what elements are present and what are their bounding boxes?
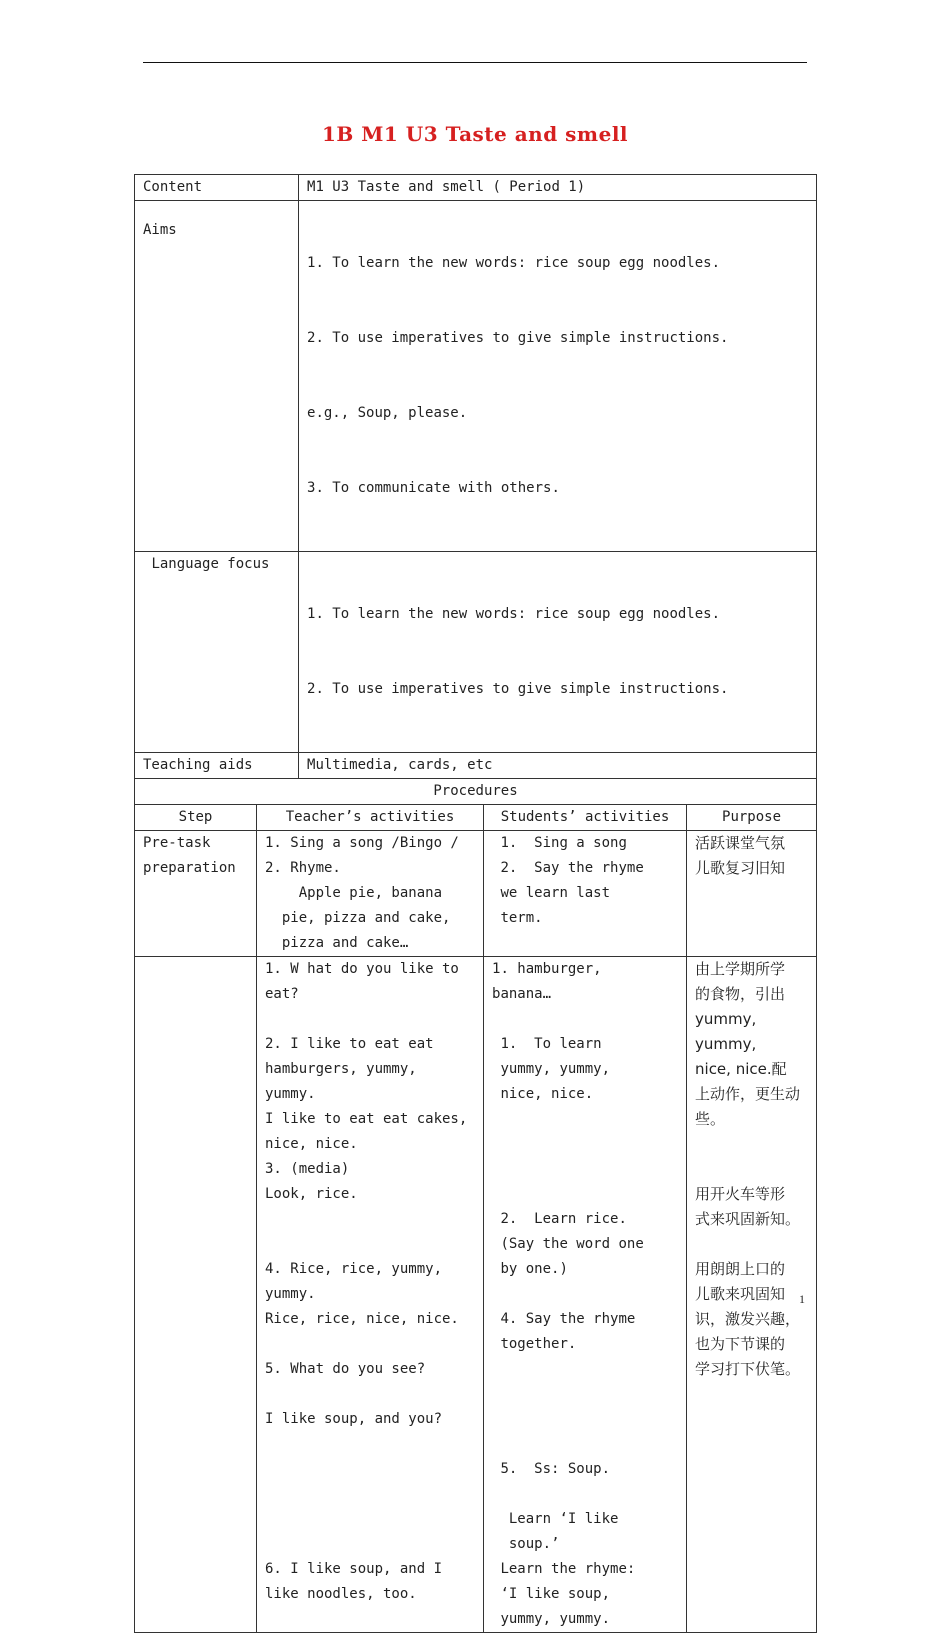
language-focus-line: 1. To learn the new words: rice soup egg noodles.: [307, 606, 721, 622]
teaching-aids-row: [135, 753, 817, 779]
aims-label: Aims: [135, 201, 299, 552]
document-title: 1B M1 U3 Taste and smell: [321, 122, 629, 146]
while-task-row: [135, 957, 817, 1633]
teaching-aids-value: Multimedia, cards, etc: [299, 753, 817, 779]
pre-task-row: [135, 831, 817, 957]
pre-task-step: Pre-task preparation: [135, 831, 257, 957]
aims-line: e.g., Soup, please.: [307, 405, 468, 421]
teacher-activities-header: Teacher’s activities: [257, 805, 484, 831]
aims-value: [299, 201, 817, 552]
page-number: 1: [799, 1292, 805, 1306]
content-value: M1 U3 Taste and smell ( Period 1): [299, 175, 817, 201]
pre-task-students: 1. Sing a song 2. Say the rhyme we learn last term.: [484, 831, 687, 957]
procedures-row: [135, 779, 817, 805]
content-row: [135, 175, 817, 201]
language-focus-line: 2. To use imperatives to give simple instructions.: [307, 681, 729, 697]
procedures-heading: Procedures: [135, 779, 817, 805]
header-rule: [143, 62, 807, 63]
while-task-teacher: 1. W hat do you like to eat? 2. I like to eat eat hamburgers, yummy, yummy. I like to eat eat cakes, nice, nice. 3. (media) Look, rice. 4. Rice, rice, yummy, yummy. Rice, rice, nice, nice. 5. What do you see? I like soup, and you? 6. I like soup, and I like noodles, too.: [257, 957, 484, 1633]
content-label: Content: [135, 175, 299, 201]
lesson-plan-table: [134, 174, 817, 1633]
while-task-students: 1. hamburger, banana… 1. To learn yummy, yummy, nice, nice. 2. Learn rice. (Say the word one by one.) 4. Say the rhyme together. 5. Ss: Soup. Learn ‘I like soup.’ Learn the rhyme: ‘I like soup, yummy, yummy.: [484, 957, 687, 1633]
teaching-aids-label: Teaching aids: [135, 753, 299, 779]
purpose-header: Purpose: [687, 805, 817, 831]
pre-task-purpose: 活跃课堂气氛 儿歌复习旧知: [687, 831, 817, 957]
aims-row: [135, 201, 817, 552]
procedure-header-row: [135, 805, 817, 831]
language-focus-label: Language focus: [135, 552, 299, 753]
pre-task-teacher: 1. Sing a song /Bingo / 2. Rhyme. Apple pie, banana pie, pizza and cake, pizza and cake…: [257, 831, 484, 957]
while-task-purpose: 由上学期所学 的食物，引出 yummy, yummy, nice, nice.配 上动作，更生动 些。 用开火车等形 式来巩固新知。 用朗朗上口的 儿歌来巩固知 识，激发兴趣， 也为下节课的 学习打下伏笔。: [687, 957, 817, 1633]
step-header: Step: [135, 805, 257, 831]
language-focus-value: [299, 552, 817, 753]
while-task-step: [135, 957, 257, 1633]
aims-line: 2. To use imperatives to give simple instructions.: [307, 330, 729, 346]
aims-line: 1. To learn the new words: rice soup egg noodles.: [307, 255, 721, 271]
student-activities-header: Students’ activities: [484, 805, 687, 831]
aims-line: 3. To communicate with others.: [307, 480, 560, 496]
language-focus-row: [135, 552, 817, 753]
